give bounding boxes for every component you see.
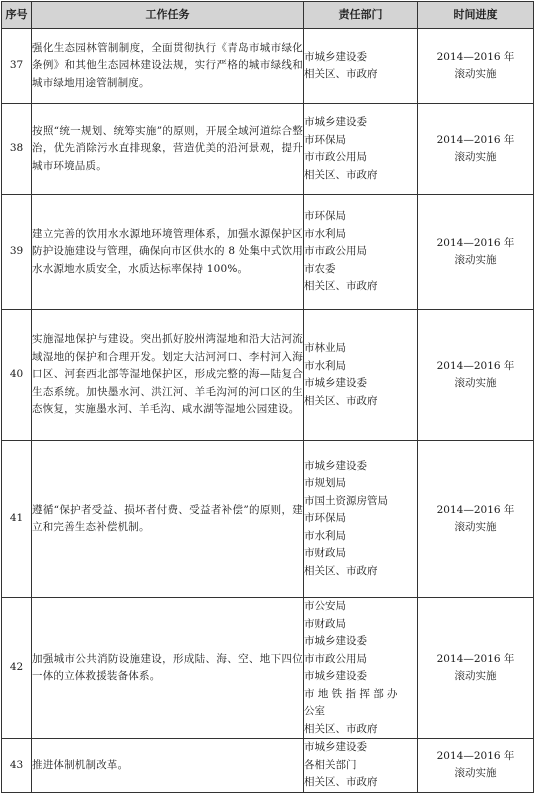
- header-no: 序号: [2, 2, 32, 29]
- department-name: 市城乡建设委: [304, 377, 367, 389]
- time-schedule: [418, 310, 534, 441]
- row-number: 37: [2, 29, 32, 104]
- row-number: 41: [2, 441, 32, 598]
- header-dept: 责任部门: [304, 2, 418, 29]
- department-name: 市农委: [304, 262, 336, 275]
- task-description: 遵循“保护者受益、损坏者付费、受益者补偿”的原则，建立和完善生态补偿机制。: [32, 441, 304, 598]
- department-name: 市城乡建设委: [304, 459, 367, 472]
- time-range: 2014—2016 年: [436, 652, 515, 665]
- responsible-departments: [304, 29, 418, 104]
- responsible-departments: [304, 739, 418, 793]
- department-name: 市环保局: [304, 133, 346, 146]
- department-name: 市环保局: [304, 512, 346, 525]
- task-description: 推进体制机制改革。: [32, 739, 304, 793]
- time-mode: 滚动实施: [454, 767, 497, 780]
- time-schedule: [418, 739, 534, 793]
- department-name: 市市政公用局: [304, 245, 367, 258]
- department-name: 相关区、市政府: [304, 280, 378, 293]
- table-row: [2, 195, 534, 310]
- header-task: 工作任务: [32, 2, 304, 29]
- department-name: 市水利局: [304, 529, 346, 542]
- table-row: [2, 310, 534, 441]
- time-mode: 滚动实施: [454, 521, 497, 533]
- row-number: 42: [2, 598, 32, 739]
- department-name: 相关区、市政府: [304, 168, 378, 181]
- department-name: 公室: [304, 705, 325, 717]
- department-name: 市城乡建设委: [304, 670, 367, 682]
- department-name: 相关区、市政府: [304, 722, 378, 735]
- task-description: 强化生态园林管制制度，全面贯彻执行《青岛市城市绿化条例》和其他生态园林建设法规，实行严格的城市绿线和城市绿地用途管制制度。: [32, 29, 304, 104]
- time-range: 2014—2016 年: [436, 236, 515, 249]
- department-name: 相关区、市政府: [304, 564, 378, 577]
- time-mode: 滚动实施: [454, 254, 497, 266]
- time-schedule: [418, 29, 534, 104]
- department-name: 市水利局: [304, 227, 346, 240]
- table-header-row: [2, 2, 534, 29]
- table-row: [2, 598, 534, 739]
- responsible-departments: [304, 195, 418, 310]
- department-name: 市财政局: [304, 617, 346, 630]
- table-row: [2, 29, 534, 104]
- row-number: 40: [2, 310, 32, 441]
- time-range: 2014—2016 年: [436, 359, 515, 372]
- department-name: 市财政局: [304, 547, 346, 560]
- department-name: 市规划局: [304, 477, 346, 490]
- department-name: 市公安局: [304, 600, 346, 612]
- table-row: [2, 441, 534, 598]
- department-name: 市水利局: [304, 359, 346, 372]
- time-mode: 滚动实施: [454, 377, 497, 389]
- time-mode: 滚动实施: [454, 68, 497, 80]
- header-time: 时间进度: [418, 2, 534, 29]
- time-range: 2014—2016 年: [436, 133, 515, 146]
- row-number: 43: [2, 739, 32, 793]
- row-number: 39: [2, 195, 32, 310]
- department-name: 市市政公用局: [304, 151, 367, 163]
- department-name: 市林业局: [304, 342, 346, 354]
- department-name: 市环保局: [304, 210, 346, 223]
- time-range: 2014—2016 年: [436, 503, 515, 516]
- department-name: 相关区、市政府: [304, 394, 378, 407]
- department-name: 市 地 铁 指 挥 部 办: [304, 687, 398, 700]
- time-schedule: [418, 441, 534, 598]
- time-range: 2014—2016 年: [436, 749, 515, 762]
- time-range: 2014—2016 年: [436, 50, 515, 63]
- department-name: 相关区、市政府: [304, 68, 378, 80]
- responsible-departments: [304, 598, 418, 739]
- time-mode: 滚动实施: [454, 670, 497, 682]
- time-schedule: [418, 104, 534, 195]
- task-description: 建立完善的饮用水水源地环境管理体系，加强水源保护区防护设施建设与管理，确保向市区供水的 8 处集中式饮用水水源地水质安全，水质达标率保持 100%。: [32, 195, 304, 310]
- task-description: 按照“统一规划、统筹实施”的原则，开展全域河道综合整治，优先消除污水直排现象，营造优美的沿河景观，提升城市环境品质。: [32, 104, 304, 195]
- time-schedule: [418, 598, 534, 739]
- table-row: [2, 739, 534, 793]
- department-name: 市城乡建设委: [304, 635, 367, 647]
- department-name: 市城乡建设委: [304, 741, 367, 753]
- work-task-table: [1, 1, 534, 793]
- time-mode: 滚动实施: [454, 151, 497, 163]
- table-row: [2, 104, 534, 195]
- responsible-departments: [304, 104, 418, 195]
- department-name: 市市政公用局: [304, 652, 367, 665]
- responsible-departments: [304, 310, 418, 441]
- row-number: 38: [2, 104, 32, 195]
- responsible-departments: [304, 441, 418, 598]
- department-name: 市城乡建设委: [304, 50, 367, 63]
- department-name: 市国土资源房管局: [304, 494, 388, 507]
- department-name: 相关区、市政府: [304, 776, 378, 788]
- department-name: 各相关部门: [304, 758, 357, 771]
- table-body: [2, 29, 534, 793]
- department-name: 市城乡建设委: [304, 116, 367, 128]
- time-schedule: [418, 195, 534, 310]
- task-description: 实施湿地保护与建设。突出抓好胶州湾湿地和沿大沽河流域湿地的保护和合理开发。划定大沽河河口、李村河入海口区、河套西北部等湿地保护区，形成完整的海—陆复合生态系统。加快墨水河、洪江河、羊毛沟河的河口区的生态恢复，实施墨水河、羊毛沟、咸水湖等湿地公园建设。: [32, 310, 304, 441]
- task-description: 加强城市公共消防设施建设，形成陆、海、空、地下四位一体的立体救援装备体系。: [32, 598, 304, 739]
